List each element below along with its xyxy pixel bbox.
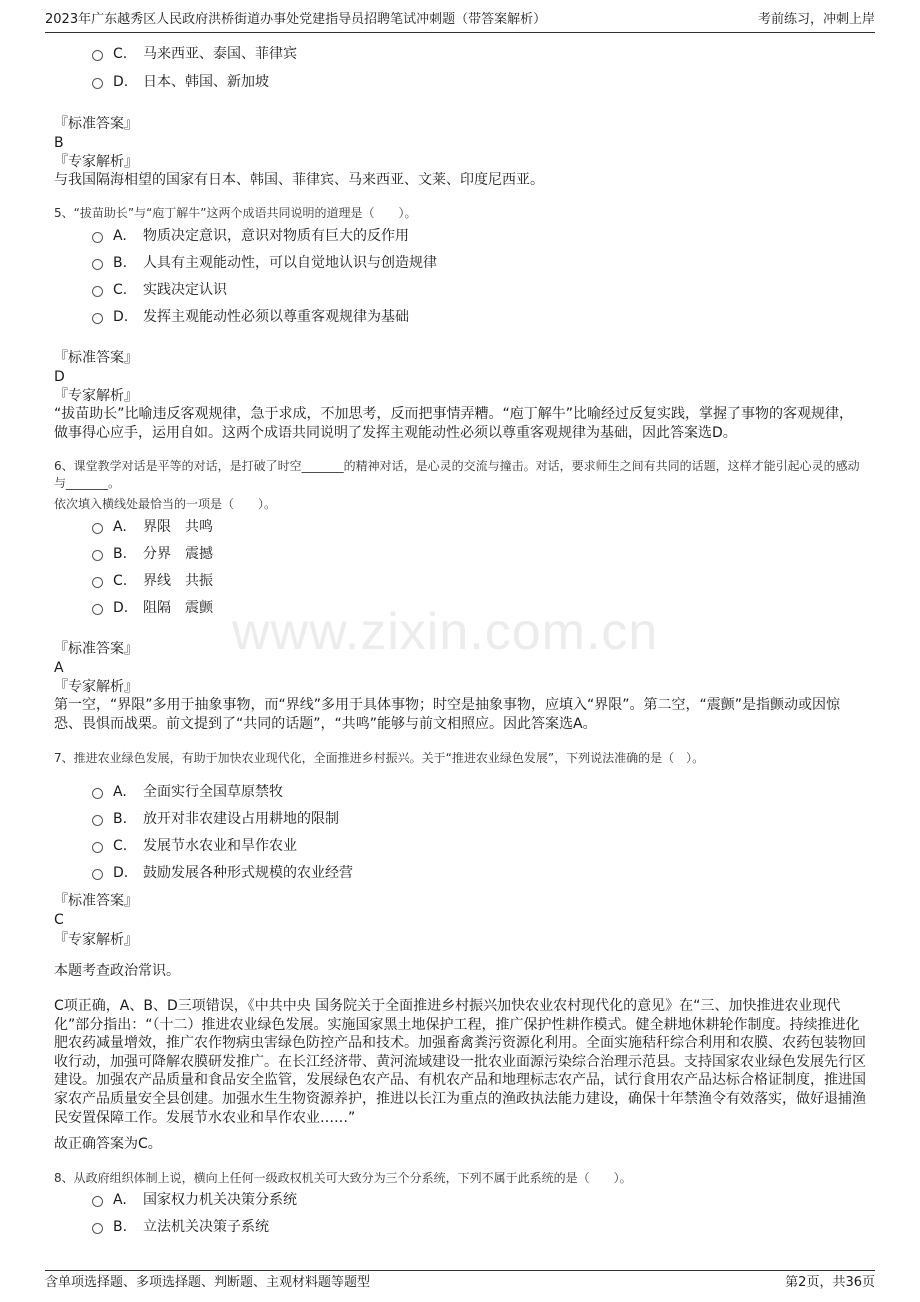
page-number: 第2页，共36页 [785,1275,875,1290]
q6-option-c[interactable] [92,570,213,592]
radio-icon[interactable] [92,550,103,561]
option-text: 国家权力机关决策分系统 [143,1192,297,1208]
option-text: 界线 共振 [143,573,213,589]
q8-option-b[interactable] [92,1216,269,1238]
q5-answer: D [54,369,65,385]
radio-icon[interactable] [92,286,103,297]
option-letter: C. [113,573,128,589]
q7-analysis-body: C项正确，A、B、D三项错误，《中共中央 国务院关于全面推进乡村振兴加快农业农村现代化的意见》在“三、加快推进农业现代化”部分指出：“（十二）推进农业绿色发展。实施国家黑土地保护工程，推广保护性耕作模式。健全耕地休耕轮作制度。持续推进化肥农药减量增效，推广农作物病虫害绿色防控产品和技术。加强畜禽粪污资源化利用。全面实施秸秆综合利用和农膜、农药包装物回收行动，加强可降解农膜研发推广。在长江经济带、黄河流域建设一批农业面源污染综合治理示范县。支持国家农业绿色发展先行区建设。加强农产品质量和食品安全监管，发展绿色农产品、有机农产品和地理标志农产品，试行食用农产品达标合格证制度，推进国家农产品质量安全县创建。加强水生生物资源养护，推进以长江为重点的渔政执法能力建设，确保十年禁渔令有效落实，做好退捕渔民安置保障工作。发展节水农业和旱作农业……” [54,998,866,1126]
q5-option-a[interactable] [92,225,409,247]
option-text: 物质决定意识，意识对物质有巨大的反作用 [143,228,409,244]
q7-option-a[interactable] [92,781,283,803]
radio-icon[interactable] [92,259,103,270]
radio-icon[interactable] [92,50,103,61]
q5-analysis: “拔苗助长”比喻违反客观规律，急于求成，不加思考，反而把事情弄糟。“庖丁解牛”比喻经过反复实践，掌握了事物的客观规律，做事得心应手，运用自如。这两个成语共同说明了发挥主观能动性必须以尊重客观规律为基础，因此答案选D。 [54,406,854,441]
q6-stem: 6、课堂教学对话是平等的对话，是打破了时空_______的精神对话，是心灵的交流与撞击。对话，要求师生之间有共同的话题，这样才能引起心灵的感动与_______。 [54,459,860,490]
option-text: 阻隔 震颤 [143,600,213,616]
q7-analysis-conclusion: 故正确答案为C。 [54,1136,162,1152]
radio-icon[interactable] [92,232,103,243]
q6-analysis: 第一空，“界限”多用于抽象事物，而“界线”多用于具体事物；时空是抽象事物，应填入“界限”。第二空，“震颤”是指颤动或因惊恐、畏惧而战栗。前文提到了“共同的话题”，“共鸣”能够与前文相照应。因此答案选A。 [54,697,841,732]
radio-icon[interactable] [92,869,103,880]
q8-option-a[interactable] [92,1189,297,1211]
option-letter: C. [113,838,128,854]
option-letter: D. [113,309,129,325]
option-letter: D. [113,865,129,881]
q4-option-d[interactable] [92,71,269,93]
q6-option-d[interactable] [92,597,213,619]
page-header [45,10,875,33]
q7-answer: C [54,912,64,928]
radio-icon[interactable] [92,604,103,615]
q5-option-b[interactable] [92,252,437,274]
q8-stem: 8、从政府组织体制上说，横向上任何一级政权机关可大致分为三个分系统，下列不属于此系统的是（ ）。 [54,1171,632,1185]
q4-analysis-label: 『专家解析』 [54,154,138,170]
radio-icon[interactable] [92,815,103,826]
option-letter: A. [113,784,127,800]
q5-stem: 5、“拔苗助长”与“庖丁解牛”这两个成语共同说明的道理是（ ）。 [54,206,417,220]
option-letter: B. [113,811,128,827]
q7-option-c[interactable] [92,835,297,857]
radio-icon[interactable] [92,313,103,324]
option-text: 界限 共鸣 [143,519,213,535]
radio-icon[interactable] [92,1223,103,1234]
option-letter: C. [113,46,128,62]
option-letter: B. [113,255,128,271]
option-text: 立法机关决策子系统 [143,1219,269,1235]
option-text: 放开对非农建设占用耕地的限制 [143,811,339,827]
q7-option-b[interactable] [92,808,339,830]
radio-icon[interactable] [92,523,103,534]
radio-icon[interactable] [92,788,103,799]
q4-answer: B [54,135,64,151]
q4-option-c[interactable] [92,43,297,65]
q6-option-a[interactable] [92,516,213,538]
q5-analysis-label: 『专家解析』 [54,388,138,404]
radio-icon[interactable] [92,577,103,588]
q6-answer-label: 『标准答案』 [54,641,138,657]
q7-answer-label: 『标准答案』 [54,893,138,909]
q6-option-b[interactable] [92,543,213,565]
question-types-note: 含单项选择题、多项选择题、判断题、主观材料题等题型 [45,1275,371,1290]
header-motto: 考前练习，冲刺上岸 [757,12,875,27]
q6-stem-instruction: 依次填入横线处最恰当的一项是（ ）。 [54,497,277,511]
option-text: 全面实行全国草原禁牧 [143,784,283,800]
option-text: 分界 震撼 [143,546,213,562]
q5-option-d[interactable] [92,306,409,328]
q7-option-d[interactable] [92,862,353,884]
option-letter: A. [113,519,127,535]
q4-analysis: 与我国隔海相望的国家有日本、韩国、菲律宾、马来西亚、文莱、印度尼西亚。 [54,172,544,188]
option-text: 马来西亚、泰国、菲律宾 [143,46,297,62]
option-letter: C. [113,282,128,298]
option-text: 发展节水农业和旱作农业 [143,838,297,854]
q5-answer-label: 『标准答案』 [54,350,138,366]
option-letter: A. [113,1192,127,1208]
q7-analysis-label: 『专家解析』 [54,932,138,948]
option-letter: A. [113,228,127,244]
radio-icon[interactable] [92,842,103,853]
option-letter: D. [113,74,129,90]
option-text: 鼓励发展各种形式规模的农业经营 [143,865,353,881]
q5-option-c[interactable] [92,279,227,301]
option-text: 人具有主观能动性，可以自觉地认识与创造规律 [143,255,437,271]
q6-answer: A [54,660,64,676]
option-text: 实践决定认识 [143,282,227,298]
q6-analysis-label: 『专家解析』 [54,679,138,695]
option-letter: D. [113,600,129,616]
radio-icon[interactable] [92,1196,103,1207]
q4-answer-label: 『标准答案』 [54,116,138,132]
option-letter: B. [113,1219,128,1235]
option-text: 发挥主观能动性必须以尊重客观规律为基础 [143,309,409,325]
option-letter: B. [113,546,128,562]
q7-stem: 7、推进农业绿色发展，有助于加快农业现代化，全面推进乡村振兴。关于“推进农业绿色发展”，下列说法准确的是（ ）。 [54,751,705,765]
radio-icon[interactable] [92,78,103,89]
page-footer [45,1270,875,1293]
q7-analysis-intro: 本题考查政治常识。 [54,963,180,979]
document-title: 2023年广东越秀区人民政府洪桥街道办事处党建指导员招聘笔试冲刺题（带答案解析） [45,12,547,27]
option-text: 日本、韩国、新加坡 [143,74,269,90]
watermark: www.zixin.com.cn [232,603,659,661]
